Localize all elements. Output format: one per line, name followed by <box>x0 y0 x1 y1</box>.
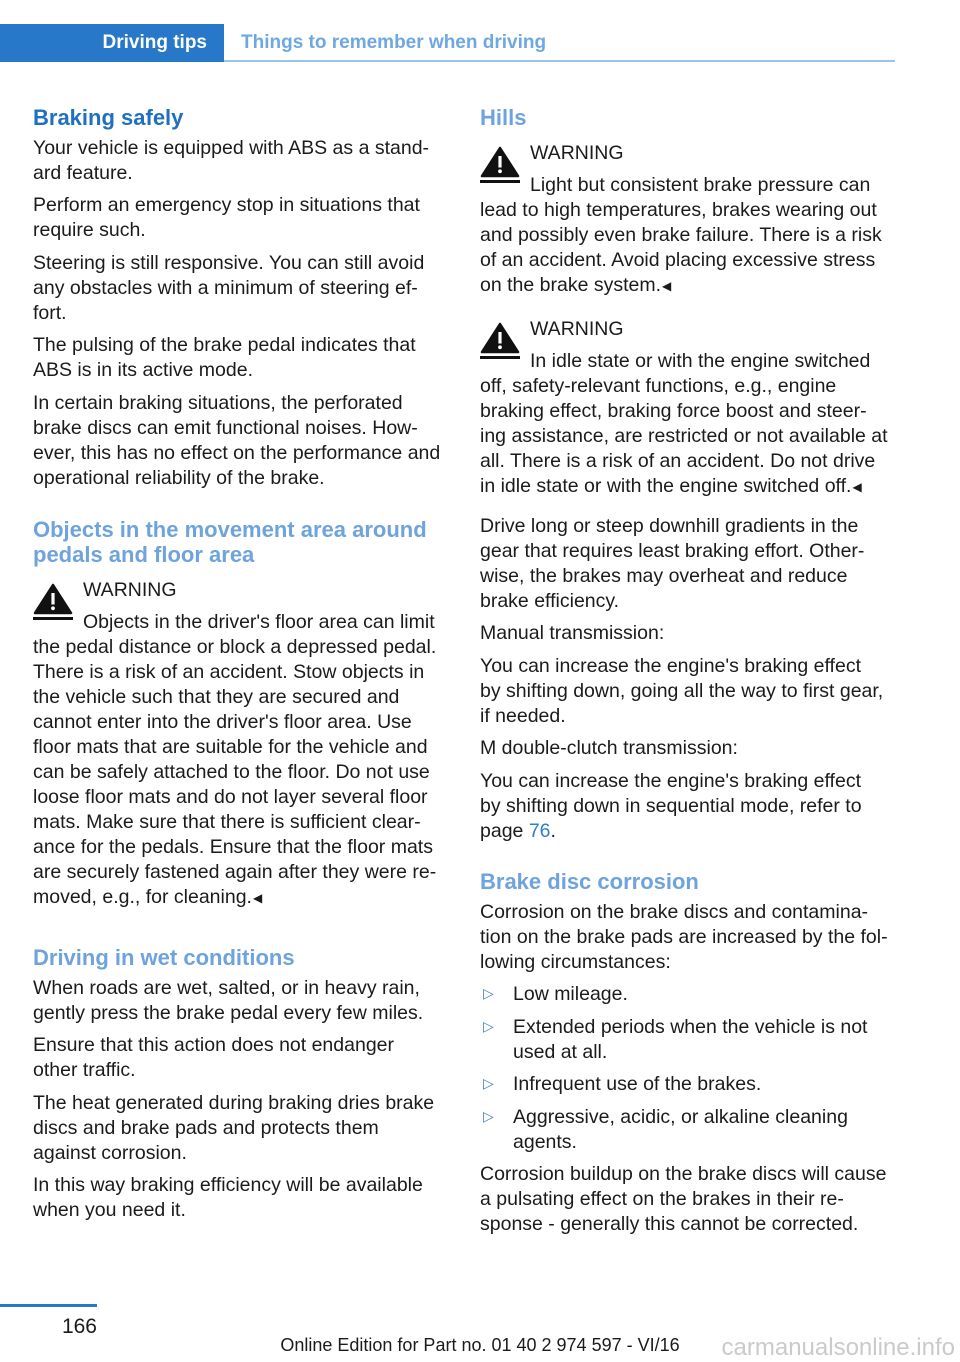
text-line: when you need it. <box>33 1199 186 1221</box>
heading-braking-safely: Braking safely <box>33 104 184 130</box>
end-of-warning-mark: ◀ <box>252 890 263 905</box>
section-objects-movement-area <box>33 517 465 910</box>
page-reference-line <box>480 819 912 844</box>
paragraph <box>480 514 912 614</box>
text-line: off, safety-relevant functions, e.g., engine <box>480 374 837 397</box>
chapter-title: Things to remember when driving <box>241 32 547 53</box>
text-line: lowing circumstances: <box>480 950 671 973</box>
text-line: loose floor mats and do not layer several floor <box>33 785 428 808</box>
text-line: and possibly even brake failure. There is a risk <box>480 223 882 246</box>
page-ref-suffix: . <box>550 819 556 842</box>
warning-label: WARNING <box>530 141 624 164</box>
section-braking-safely <box>33 105 465 491</box>
section-hills <box>480 105 912 844</box>
text-line-content: moved, e.g., for cleaning. <box>33 885 252 908</box>
right-column <box>480 105 912 1238</box>
text-line: brake discs can emit functional noises. How- <box>33 416 418 439</box>
text-line: brake efficiency. <box>480 589 620 612</box>
text-line: When roads are wet, salted, or in heavy rain, <box>33 976 420 999</box>
text-line: all. There is a risk of an accident. Do not drive <box>480 449 876 472</box>
paragraph <box>33 193 465 243</box>
text-line: You can increase the engine's braking effect <box>480 769 861 792</box>
text-line: against corrosion. <box>33 1141 187 1164</box>
text-line: of an accident. Avoid placing excessive stress <box>480 248 876 271</box>
paragraph <box>480 654 912 729</box>
text-line: by shifting down, going all the way to first gear, <box>480 679 884 702</box>
warning-text <box>480 349 912 499</box>
text-line: Objects in the driver's floor area can limit <box>83 610 435 633</box>
paragraph <box>33 251 465 326</box>
text-line: Corrosion on the brake discs and contamina- <box>480 900 869 923</box>
warning-text <box>33 610 465 910</box>
warning-label: WARNING <box>530 317 624 340</box>
text-line: In this way braking efficiency will be available <box>33 1174 423 1196</box>
bullet-triangle-icon: ▷ <box>483 1018 494 1035</box>
footer-rule <box>0 1304 97 1307</box>
text-line: wise, the brakes may overheat and reduce <box>480 564 848 587</box>
text-line: braking effect, braking force boost and steer- <box>480 399 867 422</box>
header-rule <box>224 60 895 62</box>
text-line: ing assistance, are restricted or not available at <box>480 424 888 447</box>
text-line: Ensure that this action does not endanger <box>33 1034 394 1056</box>
text-line: lead to high temperatures, brakes wearing out <box>480 198 877 221</box>
text-line: if needed. <box>480 704 566 727</box>
paragraph <box>33 1091 465 1166</box>
text-line: mats. Make sure that there is sufficient clear- <box>33 810 421 833</box>
text-line: fort. <box>33 301 67 324</box>
text-line: Low mileage. <box>513 983 628 1005</box>
text-line: Light but consistent brake pressure can <box>530 173 871 196</box>
text-line: In certain braking situations, the perforated <box>33 391 403 414</box>
text-line: ever, this has no effect on the performance and <box>33 441 441 464</box>
end-of-warning-mark: ◀ <box>852 479 862 494</box>
text-line <box>480 273 912 298</box>
bullet-triangle-icon: ▷ <box>483 1076 494 1092</box>
text-line: ance for the pedals. Ensure that the floor mats <box>33 835 433 858</box>
text-line: any obstacles with a minimum of steering ef- <box>33 276 418 299</box>
text-line: agents. <box>513 1130 577 1153</box>
bullet-triangle-icon: ▷ <box>483 986 494 1002</box>
text-line: Your vehicle is equipped with ABS as a stand- <box>33 136 430 159</box>
text-line: Extended periods when the vehicle is not <box>513 1015 868 1038</box>
text-line: The heat generated during braking dries brake <box>33 1091 435 1114</box>
heading-objects-movement-area: pedals and floor area <box>33 541 255 567</box>
text-line: are securely fastened again after they were re- <box>33 860 437 883</box>
left-column <box>33 105 465 1224</box>
heading-brake-disc-corrosion: Brake disc corrosion <box>480 868 699 894</box>
section-tab <box>0 24 224 62</box>
warning-text <box>480 173 912 298</box>
list-item <box>480 1015 912 1065</box>
text-line: the pedal distance or block a depressed pedal. <box>33 635 437 658</box>
text-line: gear that requires least braking effort. Other- <box>480 539 865 562</box>
text-line: Manual transmission: <box>480 622 665 644</box>
heading-wet-conditions: Driving in wet conditions <box>33 944 295 970</box>
text-line: discs and brake pads and protects them <box>33 1116 379 1139</box>
text-line: tion on the brake pads are increased by the fol- <box>480 925 888 948</box>
watermark: carmanualsonline.info <box>721 1334 955 1361</box>
text-line: gently press the brake pedal every few miles. <box>33 1001 424 1024</box>
text-line: The pulsing of the brake pedal indicates that <box>33 334 416 356</box>
text-line: sponse - generally this cannot be corrected. <box>480 1213 859 1235</box>
paragraph <box>33 1033 465 1083</box>
text-line: Drive long or steep downhill gradients in the <box>480 514 859 537</box>
text-line: other traffic. <box>33 1059 136 1081</box>
text-line: the vehicle such that they are secured and <box>33 685 400 708</box>
text-line: operational reliability of the brake. <box>33 466 325 489</box>
warning-block <box>480 141 912 298</box>
text-line-content: on the brake system. <box>480 273 662 296</box>
text-line-content: in idle state or with the engine switched off. <box>480 474 852 497</box>
paragraph <box>480 621 912 646</box>
paragraph <box>33 1173 465 1223</box>
page-link[interactable]: 76 <box>528 819 551 842</box>
paragraph <box>33 136 465 186</box>
page-ref-prefix: page <box>480 819 529 842</box>
text-line <box>33 885 465 910</box>
text-line: M double-clutch transmission: <box>480 737 738 759</box>
text-line: Steering is still responsive. You can still avoid <box>33 251 425 274</box>
section-brake-disc-corrosion <box>480 869 912 1238</box>
text-line: by shifting down in sequential mode, refer to <box>480 794 862 817</box>
text-line: There is a risk of an accident. Stow objects in <box>33 660 425 683</box>
text-line: Perform an emergency stop in situations that <box>33 194 420 216</box>
text-line: Aggressive, acidic, or alkaline cleaning <box>513 1105 848 1128</box>
text-line: a pulsating effect on the brakes in their re- <box>480 1188 844 1210</box>
section-tab-label: Driving tips <box>102 32 207 53</box>
text-line: require such. <box>33 219 146 241</box>
paragraph <box>33 333 465 383</box>
section-wet-conditions <box>33 945 465 1224</box>
bullet-triangle-icon: ▷ <box>483 1108 494 1125</box>
edition-note: Online Edition for Part no. 01 40 2 974 597 - VI/16 <box>280 1335 680 1355</box>
warning-block <box>480 317 912 499</box>
paragraph <box>480 736 912 761</box>
text-line <box>480 474 912 499</box>
text-line: cannot enter into the driver's floor area. Use <box>33 710 412 733</box>
list-item <box>480 982 912 1007</box>
heading-hills: Hills <box>480 104 527 130</box>
text-line: can be safely attached to the floor. Do not use <box>33 760 430 783</box>
list-item <box>480 1072 912 1097</box>
heading-objects-movement-area: Objects in the movement area around <box>33 516 427 542</box>
text-line: You can increase the engine's braking effect <box>480 654 861 677</box>
end-of-warning-mark: ◀ <box>662 278 672 293</box>
text-line: used at all. <box>513 1040 608 1063</box>
text-line: Infrequent use of the brakes. <box>513 1073 762 1095</box>
paragraph <box>33 976 465 1026</box>
paragraph <box>480 1162 912 1237</box>
paragraph <box>33 391 465 491</box>
paragraph <box>480 900 912 975</box>
text-line: floor mats that are suitable for the vehicle and <box>33 735 428 758</box>
text-line: ABS is in its active mode. <box>33 359 254 381</box>
text-line: ard feature. <box>33 161 133 184</box>
list-item <box>480 1105 912 1155</box>
page-number: 166 <box>61 1315 97 1338</box>
warning-label: WARNING <box>83 578 177 601</box>
text-line: Corrosion buildup on the brake discs will cause <box>480 1163 887 1185</box>
warning-block <box>33 578 465 910</box>
text-line: In idle state or with the engine switched <box>530 349 871 372</box>
paragraph <box>480 769 912 844</box>
